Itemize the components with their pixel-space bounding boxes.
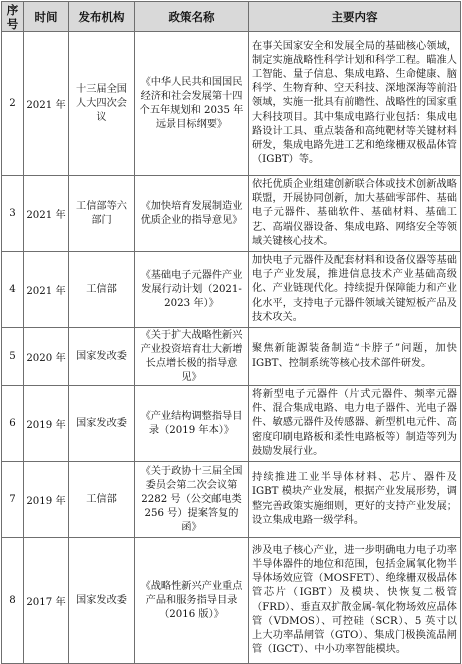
row-content: 涉及电子核心产业，进一步明确电力电子功率半导体器件的地位和范围，包括金属氧化物半导体场效应管（MOSFET）、绝缘栅双极晶体管芯片（IGBT）及模块、快恢复二极管（FRD）、垂直双扩散金属-氧化物场效应晶体管（VDMOS）、可控硅（SCR）、5 英寸以上大功率晶闸管（GTO）、集成门极换流晶闸管（IGCT）、中小功率智能模块。 xyxy=(249,538,461,664)
row-org: 国家发改委 xyxy=(69,386,135,462)
row-time: 2021 年 xyxy=(24,176,69,252)
header-seq: 序号 xyxy=(2,2,24,32)
row-content: 聚焦新能源装备制造“卡脖子”问题，加快 IGBT、控制系统等核心技术部件研发。 xyxy=(249,328,461,386)
row-seq: 5 xyxy=(2,328,24,386)
row-org: 工信部 xyxy=(69,252,135,328)
row-org: 国家发改委 xyxy=(69,538,135,664)
row-content: 加快电子元器件及配套材料和设备仪器等基础电子产业发展，推进信息技术产业基础高级化、产业链现代化。持续提升保障能力和产业化水平，支持电子元器件领域关键短板产品及技术攻关。 xyxy=(249,252,461,328)
table-header-row xyxy=(2,2,461,32)
row-content: 持续推进工业半导体材料、芯片、器件及 IGBT 模块产业发展，根据产业发展形势，调整完善政策实施细则，更好的支持产业发展；设立集成电路一级学科。 xyxy=(249,462,461,538)
row-time: 2021 年 xyxy=(24,32,69,176)
table-row xyxy=(2,176,461,252)
table-row xyxy=(2,252,461,328)
row-policy-name: 《基础电子元器件产业发展行动计划（2021-2023 年）》 xyxy=(135,252,249,328)
header-policy: 政策名称 xyxy=(135,2,249,32)
table-row xyxy=(2,386,461,462)
row-policy-name: 《加快培育发展制造业优质企业的指导意见》 xyxy=(135,176,249,252)
row-policy-name: 《关于政协十三届全国委员会第二次会议第2282 号（公交邮电类256 号）提案答复的函》 xyxy=(135,462,249,538)
row-policy-name: 《产业结构调整指导目录（2019 年本）》 xyxy=(135,386,249,462)
row-seq: 8 xyxy=(2,538,24,664)
row-time: 2017 年 xyxy=(24,538,69,664)
table-row xyxy=(2,538,461,664)
row-policy-name: 《战略性新兴产业重点产品和服务指导目录（2016 版）》 xyxy=(135,538,249,664)
row-content: 将新型电子元器件（片式元器件、频率元器件、混合集成电路、电力电子器件、光电子器件、敏感元器件及传感器、新型机电元件、高密度印刷电路板和柔性电路板等）制造等列为鼓励发展行业。 xyxy=(249,386,461,462)
row-org: 工信部 xyxy=(69,462,135,538)
row-time: 2021 年 xyxy=(24,252,69,328)
row-policy-name: 《中华人民共和国国民经济和社会发展第十四个五年规划和 2035 年远景目标纲要》 xyxy=(135,32,249,176)
row-seq: 2 xyxy=(2,32,24,176)
header-time: 时间 xyxy=(24,2,69,32)
row-time: 2019 年 xyxy=(24,462,69,538)
row-policy-name: 《关于扩大战略性新兴产业投资培育壮大新增长点增长极的指导意见》 xyxy=(135,328,249,386)
table-row xyxy=(2,32,461,176)
row-org: 国家发改委 xyxy=(69,328,135,386)
row-seq: 3 xyxy=(2,176,24,252)
policy-table xyxy=(1,1,461,664)
row-content: 依托优质企业组建创新联合体或技术创新战略联盟，开展协同创新，加大基础零部件、基础电子元器件、基础软件、基础材料、基础工艺、高端仪器设备、集成电路、网络安全等领域关键核心技术。 xyxy=(249,176,461,252)
row-org: 工信部等六部门 xyxy=(69,176,135,252)
row-org: 十三届全国人大四次会议 xyxy=(69,32,135,176)
table-row xyxy=(2,462,461,538)
table-row xyxy=(2,328,461,386)
header-content: 主要内容 xyxy=(249,2,461,32)
row-seq: 7 xyxy=(2,462,24,538)
header-org: 发布机构 xyxy=(69,2,135,32)
row-seq: 4 xyxy=(2,252,24,328)
row-content: 在事关国家安全和发展全局的基础核心领域，制定实施战略性科学计划和科学工程。瞄准人工智能、量子信息、集成电路、生命健康、脑科学、生物育种、空天科技、深地深海等前沿领域，实施一批具有前瞻性、战略性的国家重大科技项目。其中集成电路行业包括：集成电路设计工具、重点装备和高纯靶材等关键材料研发，集成电路先进工艺和绝缘栅双极晶体管（IGBT）等。 xyxy=(249,32,461,176)
row-seq: 6 xyxy=(2,386,24,462)
row-time: 2019 年 xyxy=(24,386,69,462)
row-time: 2020 年 xyxy=(24,328,69,386)
